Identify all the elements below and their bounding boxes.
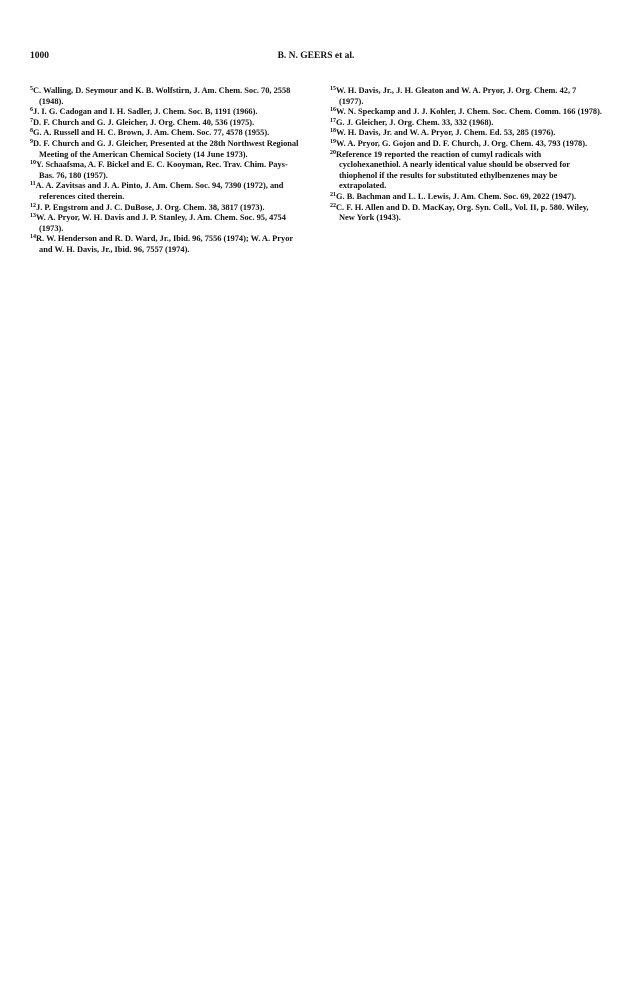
reference-22: $^{22}$C. F. H. Allen and D. D. MacKay, Org. Syn. Coll., Vol. II, p. 580. Wiley, New York (1943). [330, 202, 589, 223]
reference-21: $^{21}$G. B. Bachman and L. L. Lewis, J. Am. Chem. Soc. 69, 2022 (1947). [330, 191, 577, 201]
page-number: 1000 [30, 51, 49, 61]
running-head: B. N. GEERS et al. [277, 51, 355, 61]
reference-5: $^5$C. Walling, D. Seymour and K. B. Wolfstirn, J. Am. Chem. Soc. 70, 2558 (1948). [30, 86, 291, 106]
reference-20: $^{20}$Reference 19 reported the reaction of cumyl radicals with cyclohexanethiol. A nearly identical value should be observed for thiophenol if the results for substituted ethylbenzenes may be extrapolated. [330, 149, 570, 191]
reference-7: $^7$D. F. Church and G. J. Gleicher, J. Org. Chem. 40, 536 (1975). [30, 117, 255, 127]
reference-14: $^{14}$R. W. Henderson and R. D. Ward, Jr., Ibid. 96, 7556 (1974); W. A. Pryor and W. H. Davis, Jr., Ibid. 96, 7557 (1974). [30, 234, 293, 254]
reference-10: $^{10}$Y. Schaafsma, A. F. Bickel and E. C. Kooyman, Rec. Trav. Chim. Pays-Bas. 76, 180 (1957). [30, 160, 288, 180]
page-header [30, 51, 602, 65]
reference-8: $^8$G. A. Russell and H. C. Brown, J. Am. Chem. Soc. 77, 4578 (1955). [30, 128, 270, 138]
reference-11: $^{11}$A. A. Zavitsas and J. A. Pinto, J. Am. Chem. Soc. 94, 7390 (1972), and references cited therein. [30, 181, 284, 201]
reference-9: $^9$D. F. Church and G. J. Gleicher, Presented at the 28th Northwest Regional Meeting of the American Chemical Society (14 June 1973). [30, 138, 299, 159]
references-section [30, 86, 602, 256]
reference-12: $^{12}$J. P. Engstrom and J. C. DuBose, J. Org. Chem. 38, 3817 (1973). [30, 202, 265, 212]
reference-13: $^{13}$W. A. Pryor, W. H. Davis and J. P. Stanley, J. Am. Chem. Soc. 95, 4754 (1973). [30, 213, 286, 233]
references-left-column [30, 86, 302, 256]
reference-15: $^{15}$W. H. Davis, Jr., J. H. Gleaton and W. A. Pryor, J. Org. Chem. 42, 7 (1977). [330, 86, 577, 106]
references-right-column [330, 86, 602, 256]
reference-17: $^{17}$G. J. Gleicher, J. Org. Chem. 33, 332 (1968). [330, 117, 494, 127]
reference-18: $^{18}$W. H. Davis, Jr. and W. A. Pryor, J. Chem. Ed. 53, 285 (1976). [330, 128, 556, 138]
reference-6: $^6$J. I. G. Cadogan and I. H. Sadler, J. Chem. Soc. B, 1191 (1966). [30, 107, 258, 117]
reference-16: $^{16}$W. N. Speckamp and J. J. Kohler, J. Chem. Soc. Chem. Comm. 166 (1978). [330, 107, 602, 117]
reference-19: $^{19}$W. A. Pryor, G. Gojon and D. F. Church, J. Org. Chem. 43, 793 (1978). [330, 138, 588, 148]
